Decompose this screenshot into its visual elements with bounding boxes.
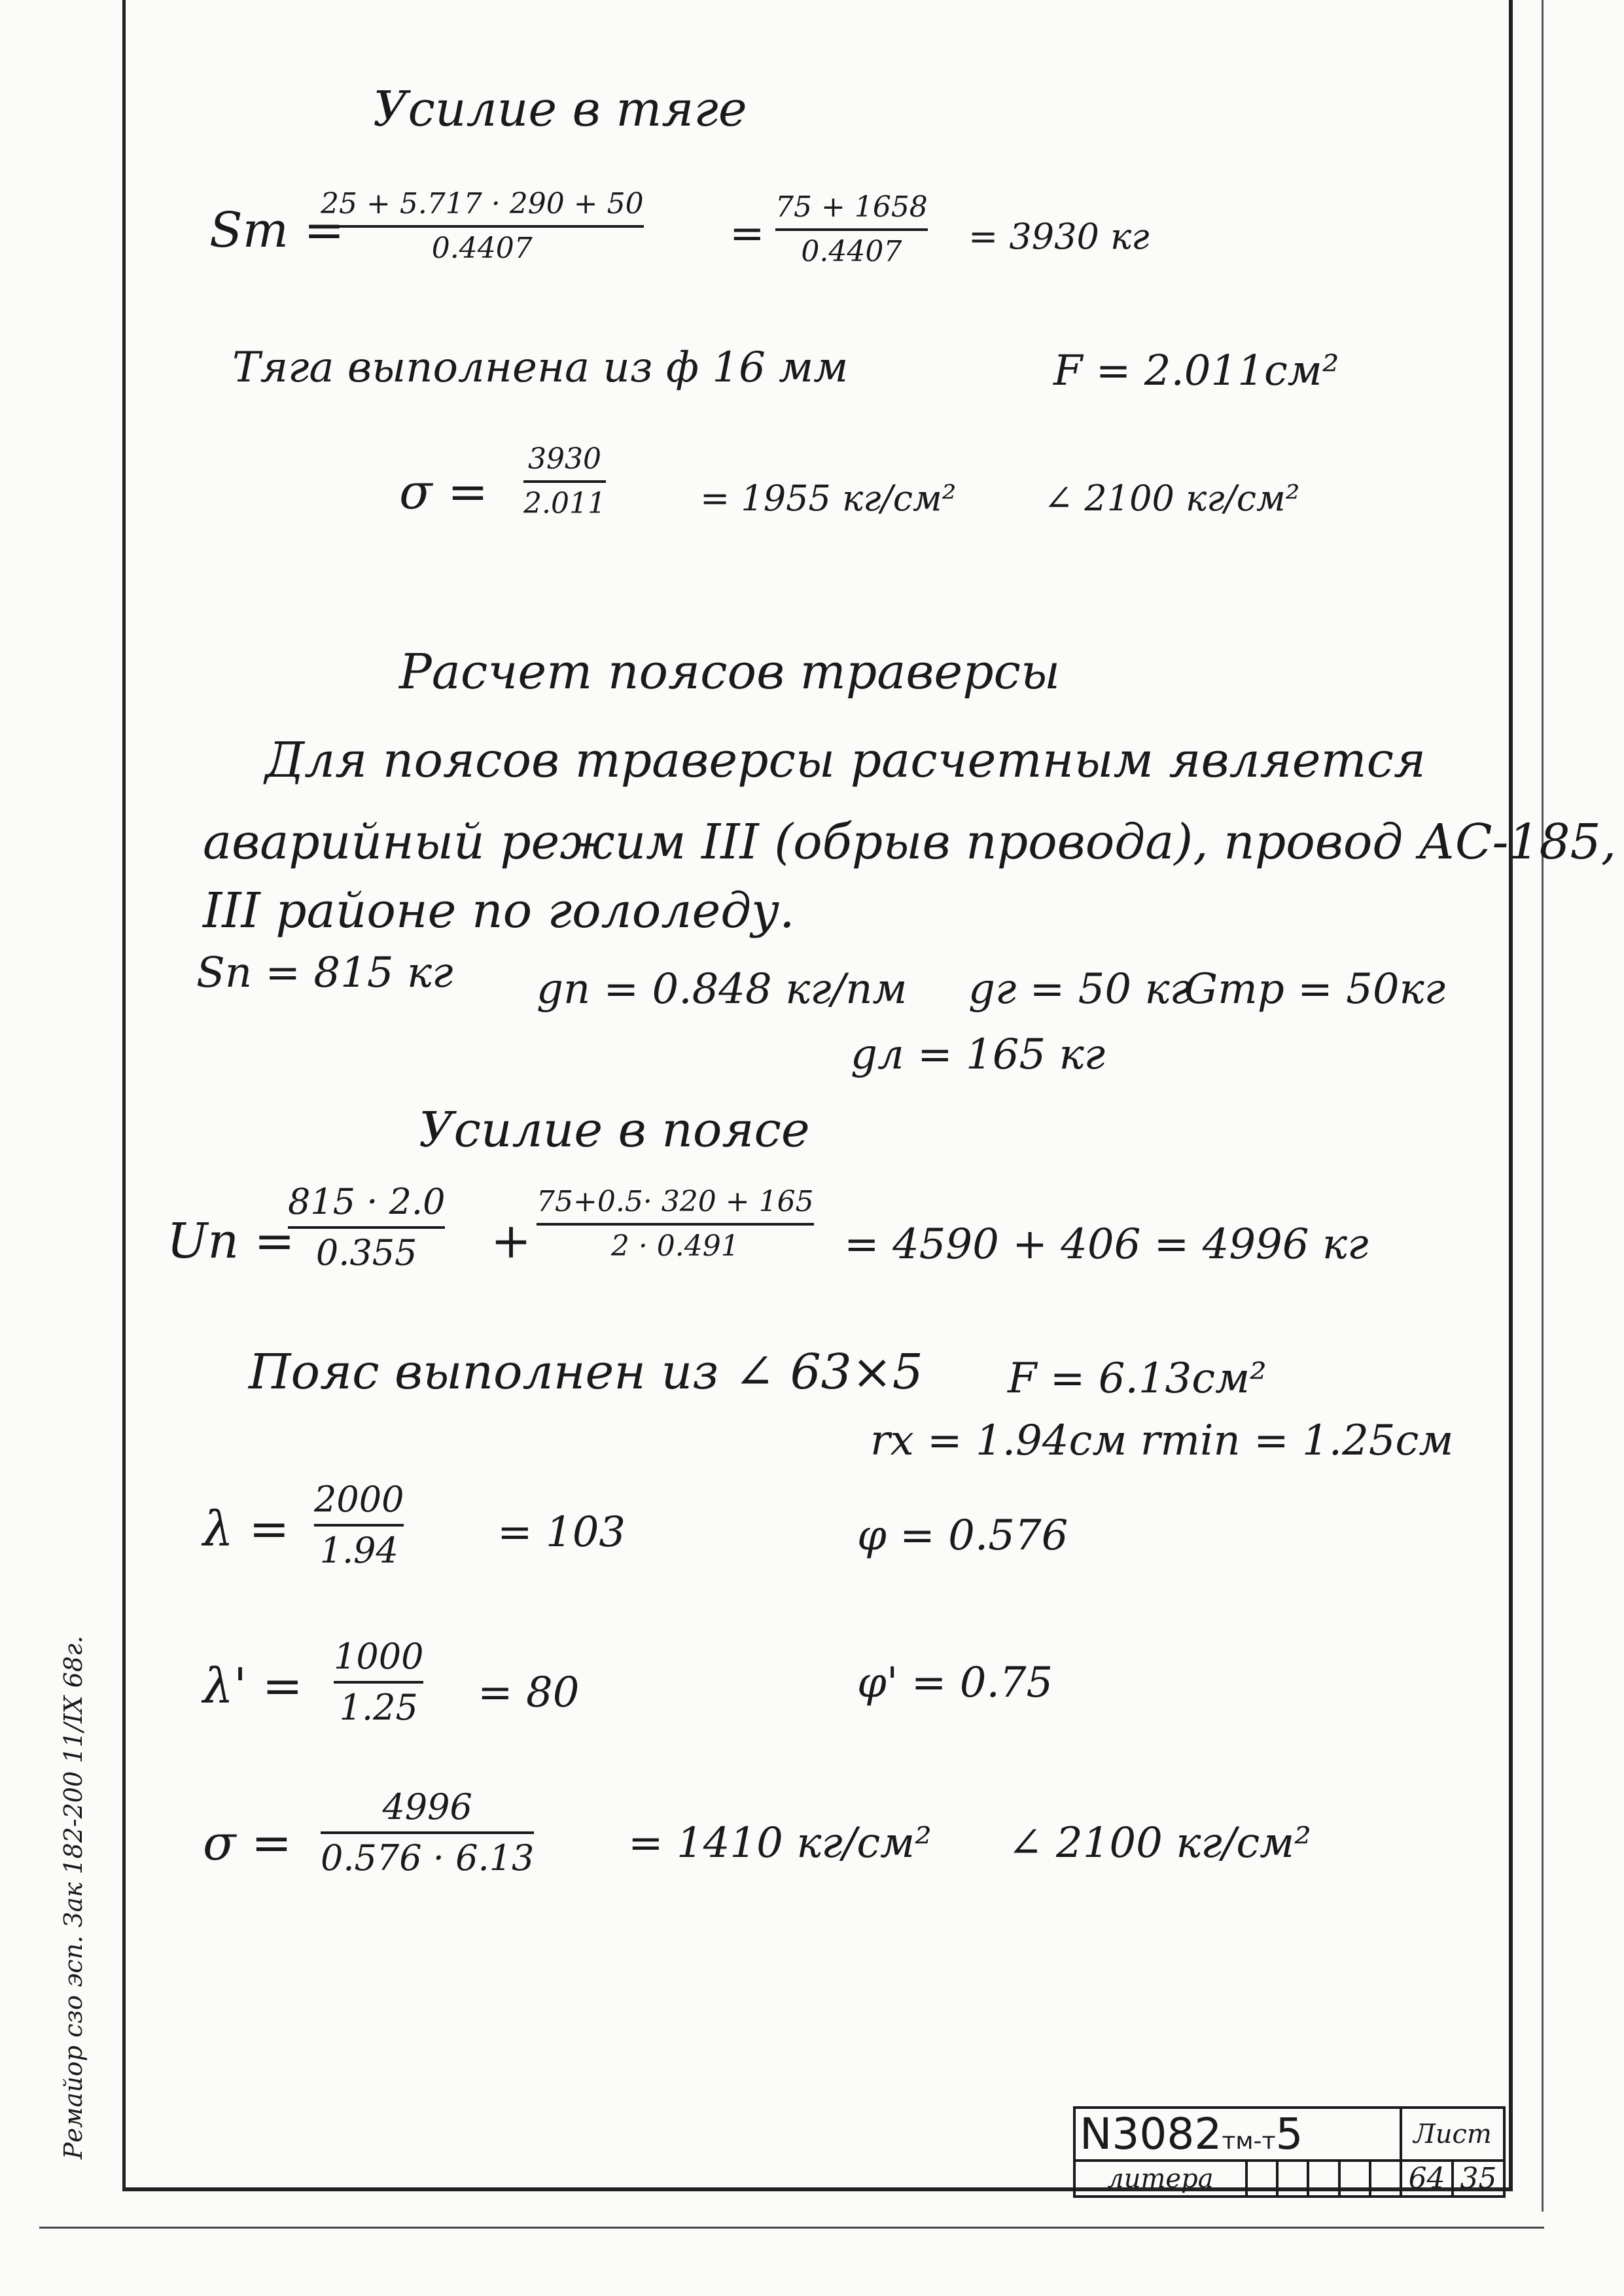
un-den-2: 2 · 0.491 <box>610 1229 739 1263</box>
title-block <box>1073 2106 1506 2195</box>
un-result: = 4590 + 406 = 4996 кг <box>844 1220 1369 1269</box>
sigma2-lhs: σ = <box>203 1815 292 1871</box>
lambda1-num: 2000 <box>314 1479 404 1520</box>
un-plus: + <box>491 1213 532 1269</box>
lambda2-phi: φ' = 0.75 <box>857 1659 1053 1707</box>
lambda1-den: 1.94 <box>319 1530 398 1571</box>
fraction-bar <box>775 228 928 231</box>
param-gl: gл = 165 кг <box>851 1031 1106 1079</box>
frame-outer-right-line <box>1542 0 1544 2212</box>
lambda1-result: = 103 <box>497 1508 626 1557</box>
chords-title: Расчет поясов траверсы <box>399 644 1061 700</box>
sheet-label: Лист <box>1401 2108 1504 2161</box>
lambda2-result: = 80 <box>478 1669 580 1717</box>
st-den-1: 0.4407 <box>431 232 533 265</box>
drawing-code-end: 5 <box>1275 2109 1303 2159</box>
param-sn: Sп = 815 кг <box>196 949 453 997</box>
st-fraction-1 <box>321 187 644 265</box>
litera-cell <box>1370 2161 1401 2197</box>
drawing-code-main: N3082 <box>1080 2109 1222 2159</box>
fraction-bar <box>288 1226 445 1229</box>
st-den-2: 0.4407 <box>801 235 902 268</box>
fraction-bar <box>537 1223 814 1226</box>
sigma2-fraction <box>321 1786 535 1879</box>
un-den-1: 0.355 <box>315 1232 417 1273</box>
paragraph-line-3: III районе по гололеду. <box>203 883 795 939</box>
st-num-1: 25 + 5.717 · 290 + 50 <box>321 187 644 221</box>
sigma1-limit: ∠ 2100 кг/см² <box>1044 478 1300 519</box>
litera-cell <box>1246 2161 1277 2197</box>
fraction-bar <box>321 225 644 228</box>
lambda1-phi: φ = 0.576 <box>857 1511 1068 1560</box>
chord-force-title: Усилие в поясе <box>419 1102 810 1158</box>
paragraph-line-2: аварийный режим III (обрыв провода), провод АС-185, <box>203 814 1617 870</box>
belt-area: F = 6.13см² <box>1008 1354 1267 1403</box>
st-num-2: 75 + 1658 <box>775 190 928 224</box>
param-gtr: Gтр = 50кг <box>1184 965 1446 1014</box>
param-gn: gп = 0.848 кг/пм <box>537 965 908 1014</box>
lambda2-num: 1000 <box>334 1636 424 1677</box>
st-result: = 3930 кг <box>968 216 1150 257</box>
rod-text: Тяга выполнена из ф 16 мм <box>232 344 849 392</box>
sigma2-result: = 1410 кг/см² <box>628 1819 932 1867</box>
un-fraction-1 <box>288 1181 446 1273</box>
fraction-bar <box>334 1681 423 1684</box>
litera-cell <box>1277 2161 1308 2197</box>
un-fraction-2 <box>537 1185 814 1263</box>
litera-cell <box>1339 2161 1370 2197</box>
st-fraction-2 <box>775 190 928 268</box>
sheet-number-b: 35 <box>1453 2161 1504 2197</box>
paragraph-line-1: Для поясов траверсы расчетным является <box>265 732 1426 788</box>
tension-title: Усилие в тяге <box>373 81 747 137</box>
sigma1-den: 2.011 <box>523 487 606 520</box>
litera-cell <box>1308 2161 1339 2197</box>
st-eq: = <box>730 209 765 258</box>
lambda2-lhs: λ' = <box>203 1658 303 1714</box>
st-lhs: Sт = <box>209 202 345 258</box>
litera-label: литера <box>1074 2161 1246 2197</box>
un-num-1: 815 · 2.0 <box>288 1181 446 1222</box>
drawing-code <box>1074 2108 1401 2161</box>
drawing-code-suffix: тм-т <box>1222 2128 1276 2155</box>
un-num-2: 75+0.5· 320 + 165 <box>537 1185 814 1218</box>
sigma1-fraction <box>523 442 606 520</box>
sigma1-lhs: σ = <box>399 464 489 520</box>
lambda2-fraction <box>334 1636 424 1728</box>
sigma1-result: = 1955 кг/см² <box>700 478 957 519</box>
belt-text: Пояс выполнен из ∠ 63×5 <box>249 1344 923 1400</box>
lambda1-fraction <box>314 1479 404 1571</box>
un-lhs: Uп = <box>167 1213 295 1269</box>
sigma2-limit: ∠ 2100 кг/см² <box>1008 1819 1311 1867</box>
fraction-bar <box>523 480 606 483</box>
sigma1-num: 3930 <box>527 442 601 476</box>
lambda1-lhs: λ = <box>203 1501 290 1557</box>
fraction-bar <box>314 1524 404 1527</box>
sigma2-den: 0.576 · 6.13 <box>321 1837 535 1879</box>
frame-outer-bottom-line <box>39 2227 1544 2229</box>
fraction-bar <box>321 1831 534 1834</box>
sheet-number-a: 64 <box>1401 2161 1453 2197</box>
lambda2-den: 1.25 <box>339 1687 418 1728</box>
param-gg: gг = 50 кг <box>968 965 1191 1014</box>
sigma2-num: 4996 <box>382 1786 472 1828</box>
rod-area: F = 2.011см² <box>1053 347 1339 395</box>
side-note: Ремайор сзо эсп. Зак 182-200 11/IX 68г. <box>59 1635 88 2159</box>
belt-radii: rx = 1.94см rmin = 1.25см <box>870 1417 1454 1465</box>
